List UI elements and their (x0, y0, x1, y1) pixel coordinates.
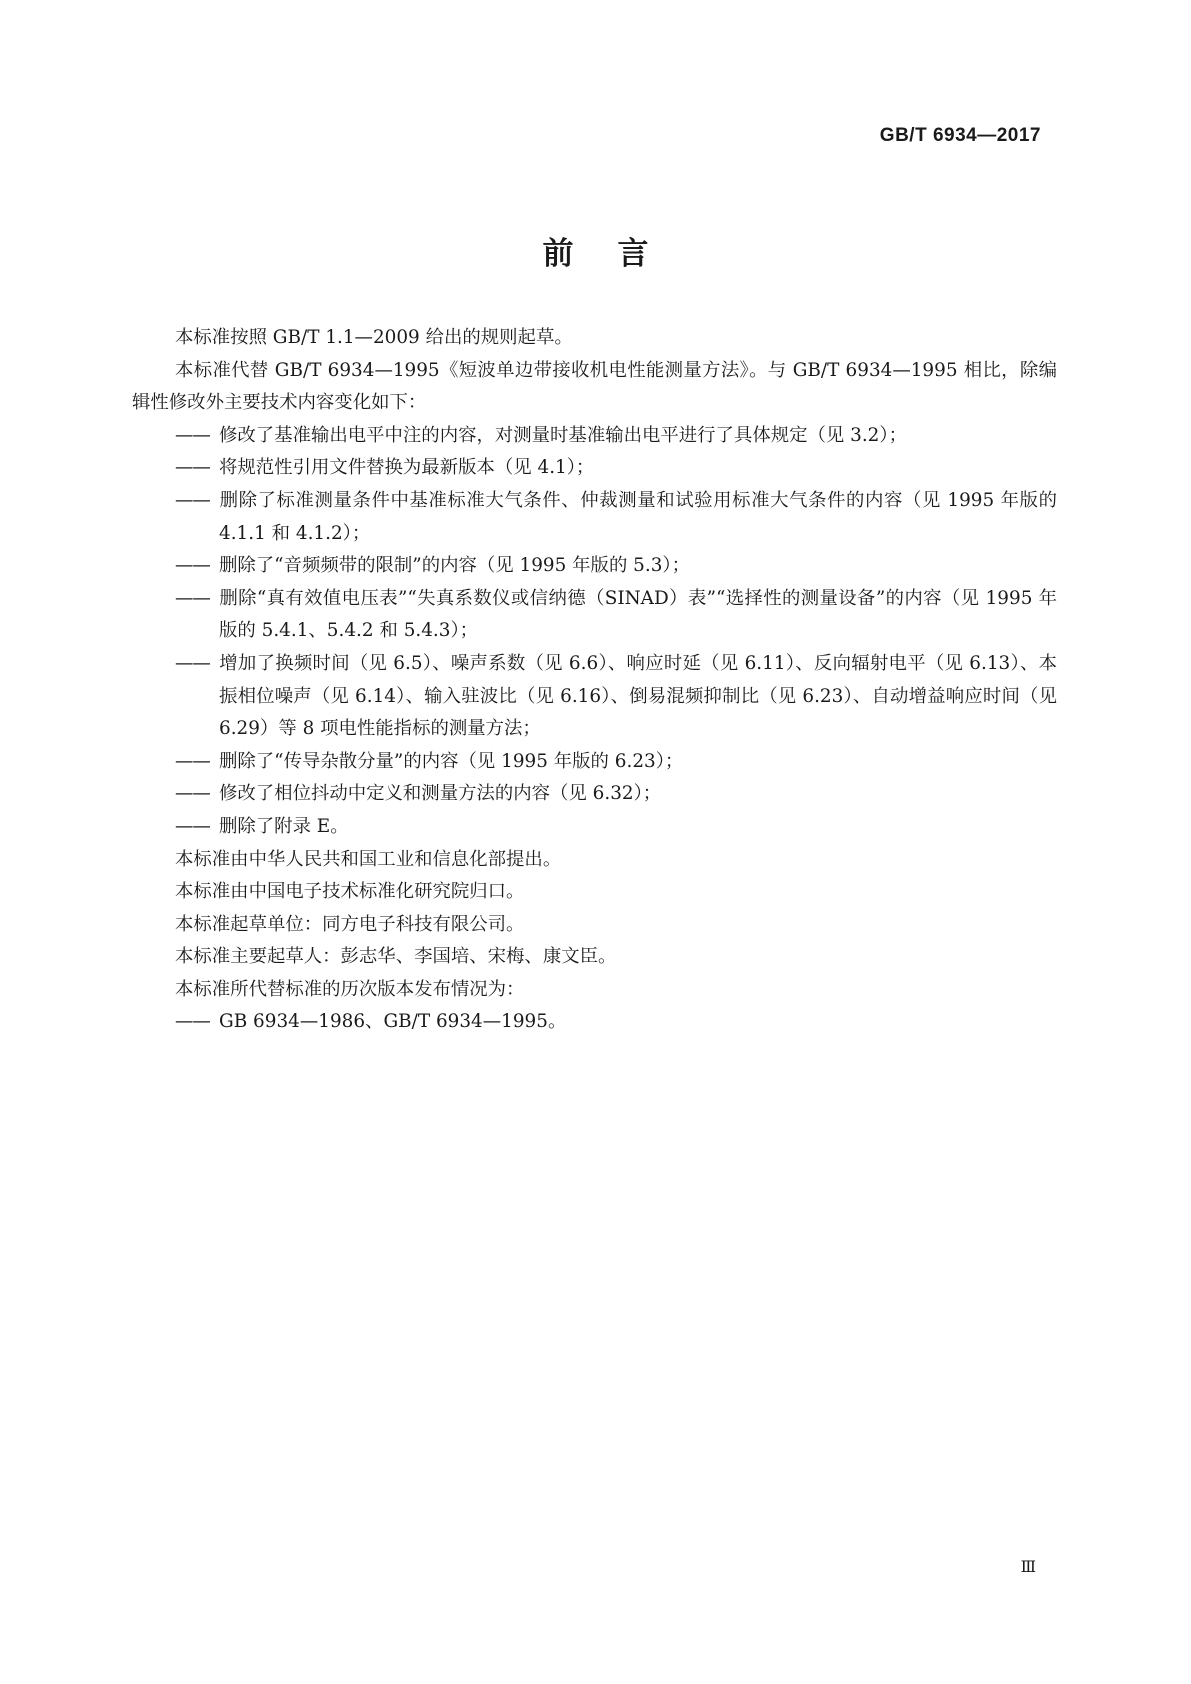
paragraph: 本标准代替 GB/T 6934—1995《短波单边带接收机电性能测量方法》。与 GB/T 6934—1995 相比，除编辑性修改外主要技术内容变化如下： (132, 359, 1057, 414)
change-text: 将规范性引用文件替换为最新版本（见 4.1）； (219, 457, 595, 479)
standard-code: GB/T 6934—2017 (879, 125, 1041, 146)
history-item (132, 1006, 1057, 1039)
dash-marker: —— (175, 457, 210, 479)
change-item (132, 550, 1057, 583)
dash-marker: —— (175, 652, 210, 674)
change-text: 删除了标准测量条件中基准标准大气条件、仲裁测量和试验用标准大气条件的内容（见 1995 年版的 4.1.1 和 4.1.2）； (219, 489, 1057, 544)
paragraph: 本标准由中国电子技术标准化研究院归口。 (175, 881, 525, 903)
dash-marker: —— (175, 750, 210, 772)
change-item (132, 452, 1057, 485)
change-item (132, 648, 1057, 746)
page-title: 前言 (542, 236, 693, 272)
change-item (132, 746, 1057, 779)
dash-marker: —— (175, 783, 210, 805)
dash-marker: —— (175, 1011, 210, 1033)
change-text: 修改了相位抖动中定义和测量方法的内容（见 6.32）； (219, 783, 662, 805)
paragraph: 本标准由中华人民共和国工业和信息化部提出。 (175, 848, 562, 870)
change-text: 增加了换频时间（见 6.5）、噪声系数（见 6.6）、响应时延（见 6.11）、反向辐射电平（见 6.13）、本振相位噪声（见 6.14）、输入驻波比（见 6.16）、倒易混频抑制比（见 6.23）、自动增益响应时间（见 6.29）等 8 项电性能指标的测量方法； (219, 652, 1057, 740)
dash-marker: —— (175, 489, 210, 511)
change-text: 删除“真有效值电压表”“失真系数仪或信纳德（SINAD）表”“选择性的测量设备”的内容（见 1995 年版的 5.4.1、5.4.2 和 5.4.3）； (219, 587, 1057, 642)
change-text: 修改了基准输出电平中注的内容，对测量时基准输出电平进行了具体规定（见 3.2）； (219, 424, 907, 446)
paragraph: 本标准按照 GB/T 1.1—2009 给出的规则起草。 (175, 327, 573, 348)
change-item (132, 778, 1057, 811)
history-text: GB 6934—1986、GB/T 6934—1995。 (219, 1011, 567, 1033)
change-item (132, 583, 1057, 648)
paragraph: 本标准主要起草人：彭志华、李国培、宋梅、康文臣。 (175, 946, 617, 968)
change-text: 删除了“传导杂散分量”的内容（见 1995 年版的 6.23）； (219, 750, 684, 772)
change-item (132, 485, 1057, 550)
dash-marker: —— (175, 424, 210, 446)
dash-marker: —— (175, 555, 210, 577)
page-number: Ⅲ (1020, 1557, 1036, 1576)
change-item (132, 811, 1057, 844)
change-text: 删除了附录 E。 (219, 815, 349, 837)
dash-marker: —— (175, 815, 210, 837)
dash-marker: —— (175, 587, 210, 609)
foreword-body (132, 322, 1057, 1039)
paragraph: 本标准所代替标准的历次版本发布情况为： (175, 978, 525, 1000)
paragraph: 本标准起草单位：同方电子科技有限公司。 (175, 913, 525, 935)
change-item (132, 420, 1057, 453)
change-text: 删除了“音频频带的限制”的内容（见 1995 年版的 5.3）； (219, 555, 691, 577)
